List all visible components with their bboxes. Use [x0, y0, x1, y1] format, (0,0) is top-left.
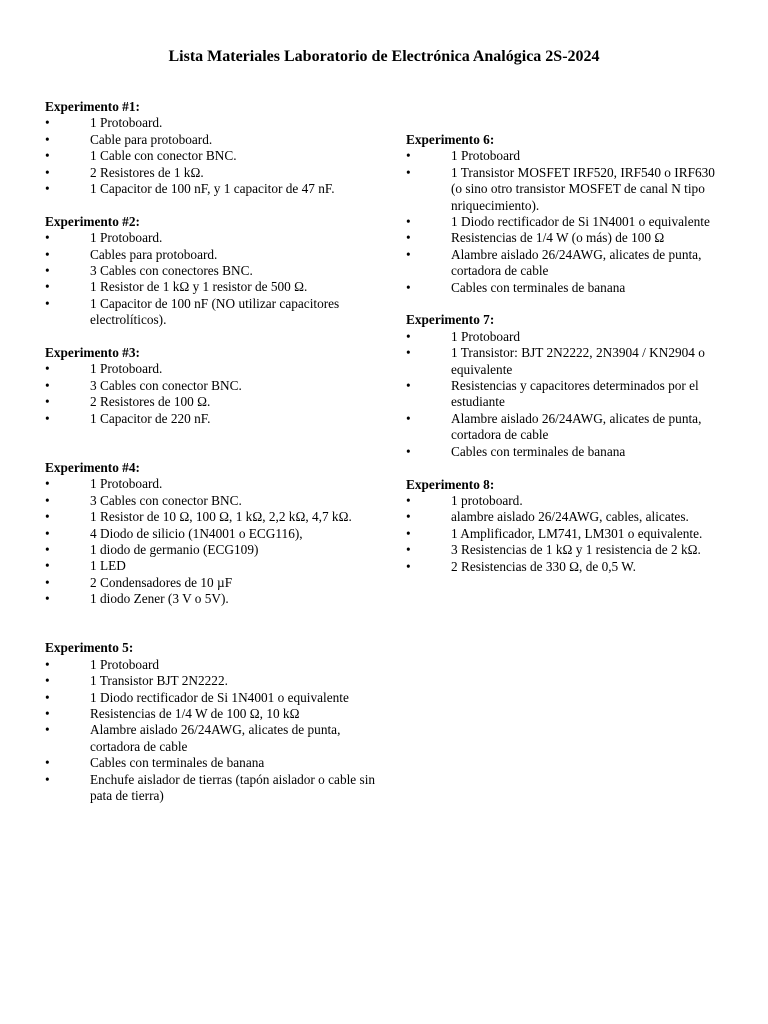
bullet-icon: •: [406, 542, 411, 558]
bullet-icon: •: [45, 394, 50, 410]
material-list-item: [406, 542, 726, 558]
material-list-item: [406, 444, 726, 460]
material-list-item: [45, 722, 385, 755]
material-text: Cables con terminales de banana: [451, 279, 626, 295]
material-list-item: [45, 115, 385, 131]
bullet-icon: •: [45, 558, 50, 574]
bullet-icon: •: [45, 230, 50, 246]
bullet-icon: •: [45, 410, 50, 426]
bullet-icon: •: [45, 509, 50, 525]
material-list-item: [45, 132, 385, 148]
bullet-icon: •: [45, 656, 50, 672]
bullet-icon: •: [406, 443, 411, 459]
bullet-icon: •: [406, 525, 411, 541]
bullet-icon: •: [45, 181, 50, 197]
bullet-icon: •: [45, 705, 50, 721]
section-spacer: [406, 460, 726, 476]
material-text: 2 Resistores de 100 Ω.: [90, 394, 211, 410]
experiment-section: [45, 214, 385, 329]
material-list-item: [45, 673, 385, 689]
material-text: 1 Capacitor de 220 nF.: [90, 410, 211, 426]
material-text: 3 Cables con conector BNC.: [90, 492, 242, 508]
material-text: 1 Capacitor de 100 nF, y 1 capacitor de 47 nF.: [90, 181, 335, 197]
material-text: 3 Cables con conectores BNC.: [90, 263, 253, 279]
material-text: 1 Diodo rectificador de Si 1N4001 o equivalente: [451, 214, 710, 230]
material-text: 1 Protoboard: [451, 148, 521, 164]
bullet-icon: •: [406, 410, 411, 426]
section-spacer: [45, 197, 385, 213]
bullet-icon: •: [406, 378, 411, 394]
material-text: 3 Resistencias de 1 kΩ y 1 resistencia de 2 kΩ.: [451, 542, 701, 558]
bullet-icon: •: [45, 295, 50, 311]
material-text: 1 Diodo rectificador de Si 1N4001 o equivalente: [90, 689, 349, 705]
bullet-icon: •: [406, 328, 411, 344]
material-text: 1 Transistor: BJT 2N2222, 2N3904 / KN2904 o equivalente: [451, 345, 705, 377]
material-list-item: [45, 706, 385, 722]
material-list-item: [45, 361, 385, 377]
experiment-section: [45, 99, 385, 197]
bullet-icon: •: [406, 214, 411, 230]
material-list-item: [45, 591, 385, 607]
material-list-item: [45, 657, 385, 673]
material-list-item: [45, 558, 385, 574]
bullet-icon: •: [45, 115, 50, 131]
experiment-title: Experimento #3:: [45, 345, 140, 361]
material-list-item: [406, 329, 726, 345]
bullet-icon: •: [45, 689, 50, 705]
bullet-icon: •: [45, 673, 50, 689]
left-column: [45, 99, 385, 804]
material-text: 1 Resistor de 10 Ω, 100 Ω, 1 kΩ, 2,2 kΩ, 4,7 kΩ.: [90, 509, 352, 525]
material-list-item: [45, 378, 385, 394]
material-text: 1 Capacitor de 100 nF (NO utilizar capacitores electrolíticos).: [90, 295, 340, 328]
material-list-item: [45, 247, 385, 263]
material-list-item: [45, 148, 385, 164]
section-spacer: [45, 329, 385, 345]
material-list-item: [406, 247, 726, 280]
section-spacer: [45, 608, 385, 641]
bullet-icon: •: [406, 230, 411, 246]
material-list-item: [45, 690, 385, 706]
material-list-item: [45, 181, 385, 197]
material-text: Alambre aislado 26/24AWG, alicates de punta, cortadora de cable: [451, 410, 702, 443]
material-text: 1 Protoboard: [90, 656, 160, 672]
material-list-item: [406, 148, 726, 164]
bullet-icon: •: [45, 722, 50, 738]
bullet-icon: •: [45, 574, 50, 590]
bullet-icon: •: [45, 148, 50, 164]
bullet-icon: •: [45, 263, 50, 279]
material-list-item: [45, 542, 385, 558]
material-list-item: [45, 772, 385, 805]
material-text: 2 Resistores de 1 kΩ.: [90, 164, 204, 180]
material-text: 1 Protoboard.: [90, 361, 163, 377]
material-text: 1 diodo de germanio (ECG109): [90, 541, 259, 557]
material-list-item: [406, 214, 726, 230]
bullet-icon: •: [406, 148, 411, 164]
material-list-item: [45, 575, 385, 591]
material-text: 1 LED: [90, 558, 126, 574]
material-list-item: [406, 280, 726, 296]
experiment-title: Experimento 7:: [406, 312, 495, 328]
material-text: Resistencias de 1/4 W (o más) de 100 Ω: [451, 230, 665, 246]
material-text: 1 Protoboard.: [90, 476, 163, 492]
material-text: Alambre aislado 26/24AWG, alicates de punta, cortadora de cable: [451, 246, 702, 279]
experiment-title: Experimento #4:: [45, 459, 140, 475]
bullet-icon: •: [45, 377, 50, 393]
section-spacer: [406, 296, 726, 312]
material-list-item: [45, 493, 385, 509]
material-text: Cables con terminales de banana: [90, 755, 265, 771]
material-text: 1 Transistor MOSFET IRF520, IRF540 o IRF630 (o sino otro transistor MOSFET de canal N tipo nriquecimiento).: [451, 164, 715, 213]
bullet-icon: •: [45, 525, 50, 541]
experiment-section: [45, 345, 385, 427]
bullet-icon: •: [45, 279, 50, 295]
material-list-item: [45, 230, 385, 246]
bullet-icon: •: [406, 492, 411, 508]
material-list-item: [45, 296, 385, 329]
material-list-item: [406, 411, 726, 444]
material-text: 1 diodo Zener (3 V o 5V).: [90, 591, 229, 607]
material-text: Resistencias y capacitores determinados por el estudiante: [451, 378, 699, 410]
material-list-item: [406, 165, 726, 214]
material-list-item: [45, 165, 385, 181]
bullet-icon: •: [45, 246, 50, 262]
experiment-title: Experimento 5:: [45, 640, 134, 656]
bullet-icon: •: [406, 246, 411, 262]
material-text: 1 protoboard.: [451, 492, 523, 508]
material-text: 3 Cables con conector BNC.: [90, 377, 242, 393]
experiment-section: [45, 640, 385, 804]
experiment-section: [406, 477, 726, 575]
material-list-item: [406, 345, 726, 378]
material-text: 4 Diodo de silicio (1N4001 o ECG116),: [90, 525, 303, 541]
material-text: alambre aislado 26/24AWG, cables, alicates.: [451, 509, 689, 525]
material-list-item: [406, 378, 726, 411]
bullet-icon: •: [406, 509, 411, 525]
material-list-item: [406, 493, 726, 509]
material-text: Cable para protoboard.: [90, 131, 213, 147]
material-text: Enchufe aislador de tierras (tapón aislador o cable sin pata de tierra): [90, 771, 376, 803]
material-text: 1 Transistor BJT 2N2222.: [90, 673, 228, 689]
material-list-item: [406, 509, 726, 525]
material-text: 1 Resistor de 1 kΩ y 1 resistor de 500 Ω.: [90, 279, 308, 295]
material-list-item: [45, 263, 385, 279]
experiment-section: [406, 312, 726, 460]
material-list-item: [45, 411, 385, 427]
bullet-icon: •: [406, 279, 411, 295]
material-text: 1 Protoboard.: [90, 230, 163, 246]
material-text: 1 Protoboard: [451, 328, 521, 344]
material-text: 2 Condensadores de 10 µF: [90, 574, 233, 590]
experiment-section: [45, 460, 385, 608]
bullet-icon: •: [45, 755, 50, 771]
material-list-item: [45, 279, 385, 295]
right-column: [406, 132, 726, 575]
material-text: Alambre aislado 26/24AWG, alicates de punta, cortadora de cable: [90, 722, 341, 754]
material-list-item: [45, 476, 385, 492]
bullet-icon: •: [45, 541, 50, 557]
bullet-icon: •: [406, 345, 411, 361]
material-text: 1 Cable con conector BNC.: [90, 148, 237, 164]
material-list-item: [406, 559, 726, 575]
material-list-item: [45, 755, 385, 771]
bullet-icon: •: [45, 164, 50, 180]
material-text: Cables para protoboard.: [90, 246, 218, 262]
experiment-title: Experimento 8:: [406, 476, 495, 492]
bullet-icon: •: [406, 164, 411, 180]
material-list-item: [45, 394, 385, 410]
section-spacer: [45, 427, 385, 460]
experiment-section: [406, 132, 726, 296]
bullet-icon: •: [406, 558, 411, 574]
material-text: 1 Protoboard.: [90, 115, 163, 131]
material-text: Resistencias de 1/4 W de 100 Ω, 10 kΩ: [90, 705, 300, 721]
material-list-item: [406, 230, 726, 246]
material-text: 2 Resistencias de 330 Ω, de 0,5 W.: [451, 558, 636, 574]
bullet-icon: •: [45, 771, 50, 787]
experiment-title: Experimento #2:: [45, 213, 140, 229]
material-text: 1 Amplificador, LM741, LM301 o equivalente.: [451, 525, 703, 541]
experiment-title: Experimento #1:: [45, 99, 140, 114]
material-list-item: [406, 526, 726, 542]
material-list-item: [45, 526, 385, 542]
bullet-icon: •: [45, 476, 50, 492]
page-title: Lista Materiales Laboratorio de Electrónica Analógica 2S-2024: [168, 48, 600, 65]
experiment-title: Experimento 6:: [406, 132, 495, 147]
bullet-icon: •: [45, 492, 50, 508]
bullet-icon: •: [45, 131, 50, 147]
material-list-item: [45, 509, 385, 525]
bullet-icon: •: [45, 591, 50, 607]
material-text: Cables con terminales de banana: [451, 443, 626, 459]
bullet-icon: •: [45, 361, 50, 377]
